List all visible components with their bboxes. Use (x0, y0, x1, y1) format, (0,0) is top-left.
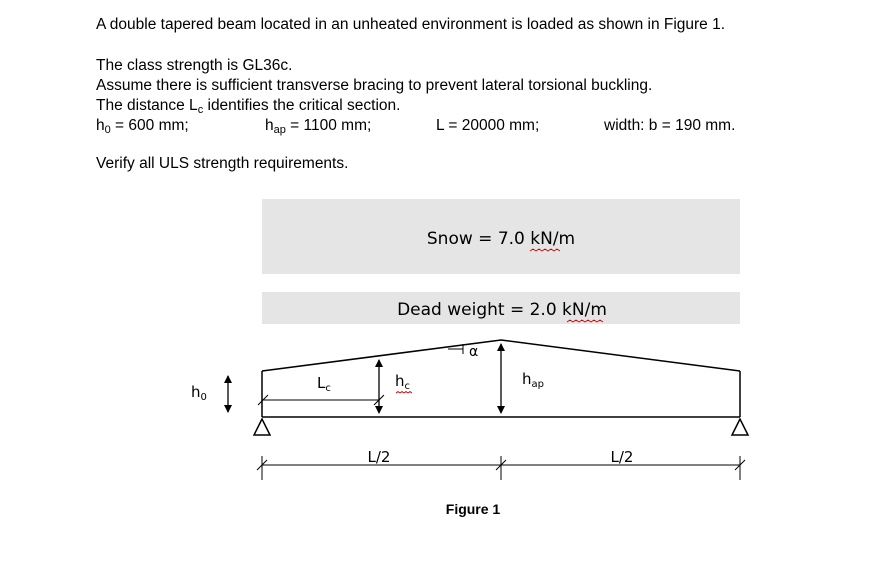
figure-caption: Figure 1 (445, 501, 501, 517)
critical-section-text: The distance $L_c$ identifies the critical section. (96, 97, 401, 116)
width-given: width: b = 190 mm. (604, 117, 736, 134)
dead-load-label: Dead weight = 2.0 kN/m (397, 300, 607, 320)
h0-given: $h_0 = 600$ mm; (96, 117, 189, 136)
snow-load-label: Snow = 7.0 kN/m (426, 229, 576, 249)
h0-label: $h_0$ (191, 383, 207, 403)
hap-label: $h_{ap}$ (522, 370, 544, 390)
alpha-label: α (469, 344, 479, 360)
task-text: Verify all ULS strength requirements. (96, 155, 349, 172)
problem-intro: A double tapered beam located in an unheated environment is loaded as shown in Figure 1. (96, 16, 726, 33)
hap-given: $h_{ap} = 1100$ mm; (265, 117, 372, 136)
left-support (254, 419, 270, 435)
half-span-right-label: L/2 (610, 448, 634, 466)
right-support (732, 419, 748, 435)
bracing-text: Assume there is sufficient transverse bracing to prevent lateral torsional buckling. (96, 77, 653, 94)
half-span-left-label: L/2 (367, 448, 391, 466)
hc-label: $h_c$ (395, 372, 411, 392)
length-given: L = 20000 mm; (436, 117, 540, 134)
class-strength-text: The class strength is GL36c. (96, 57, 293, 74)
lc-label: $L_c$ (317, 374, 331, 394)
